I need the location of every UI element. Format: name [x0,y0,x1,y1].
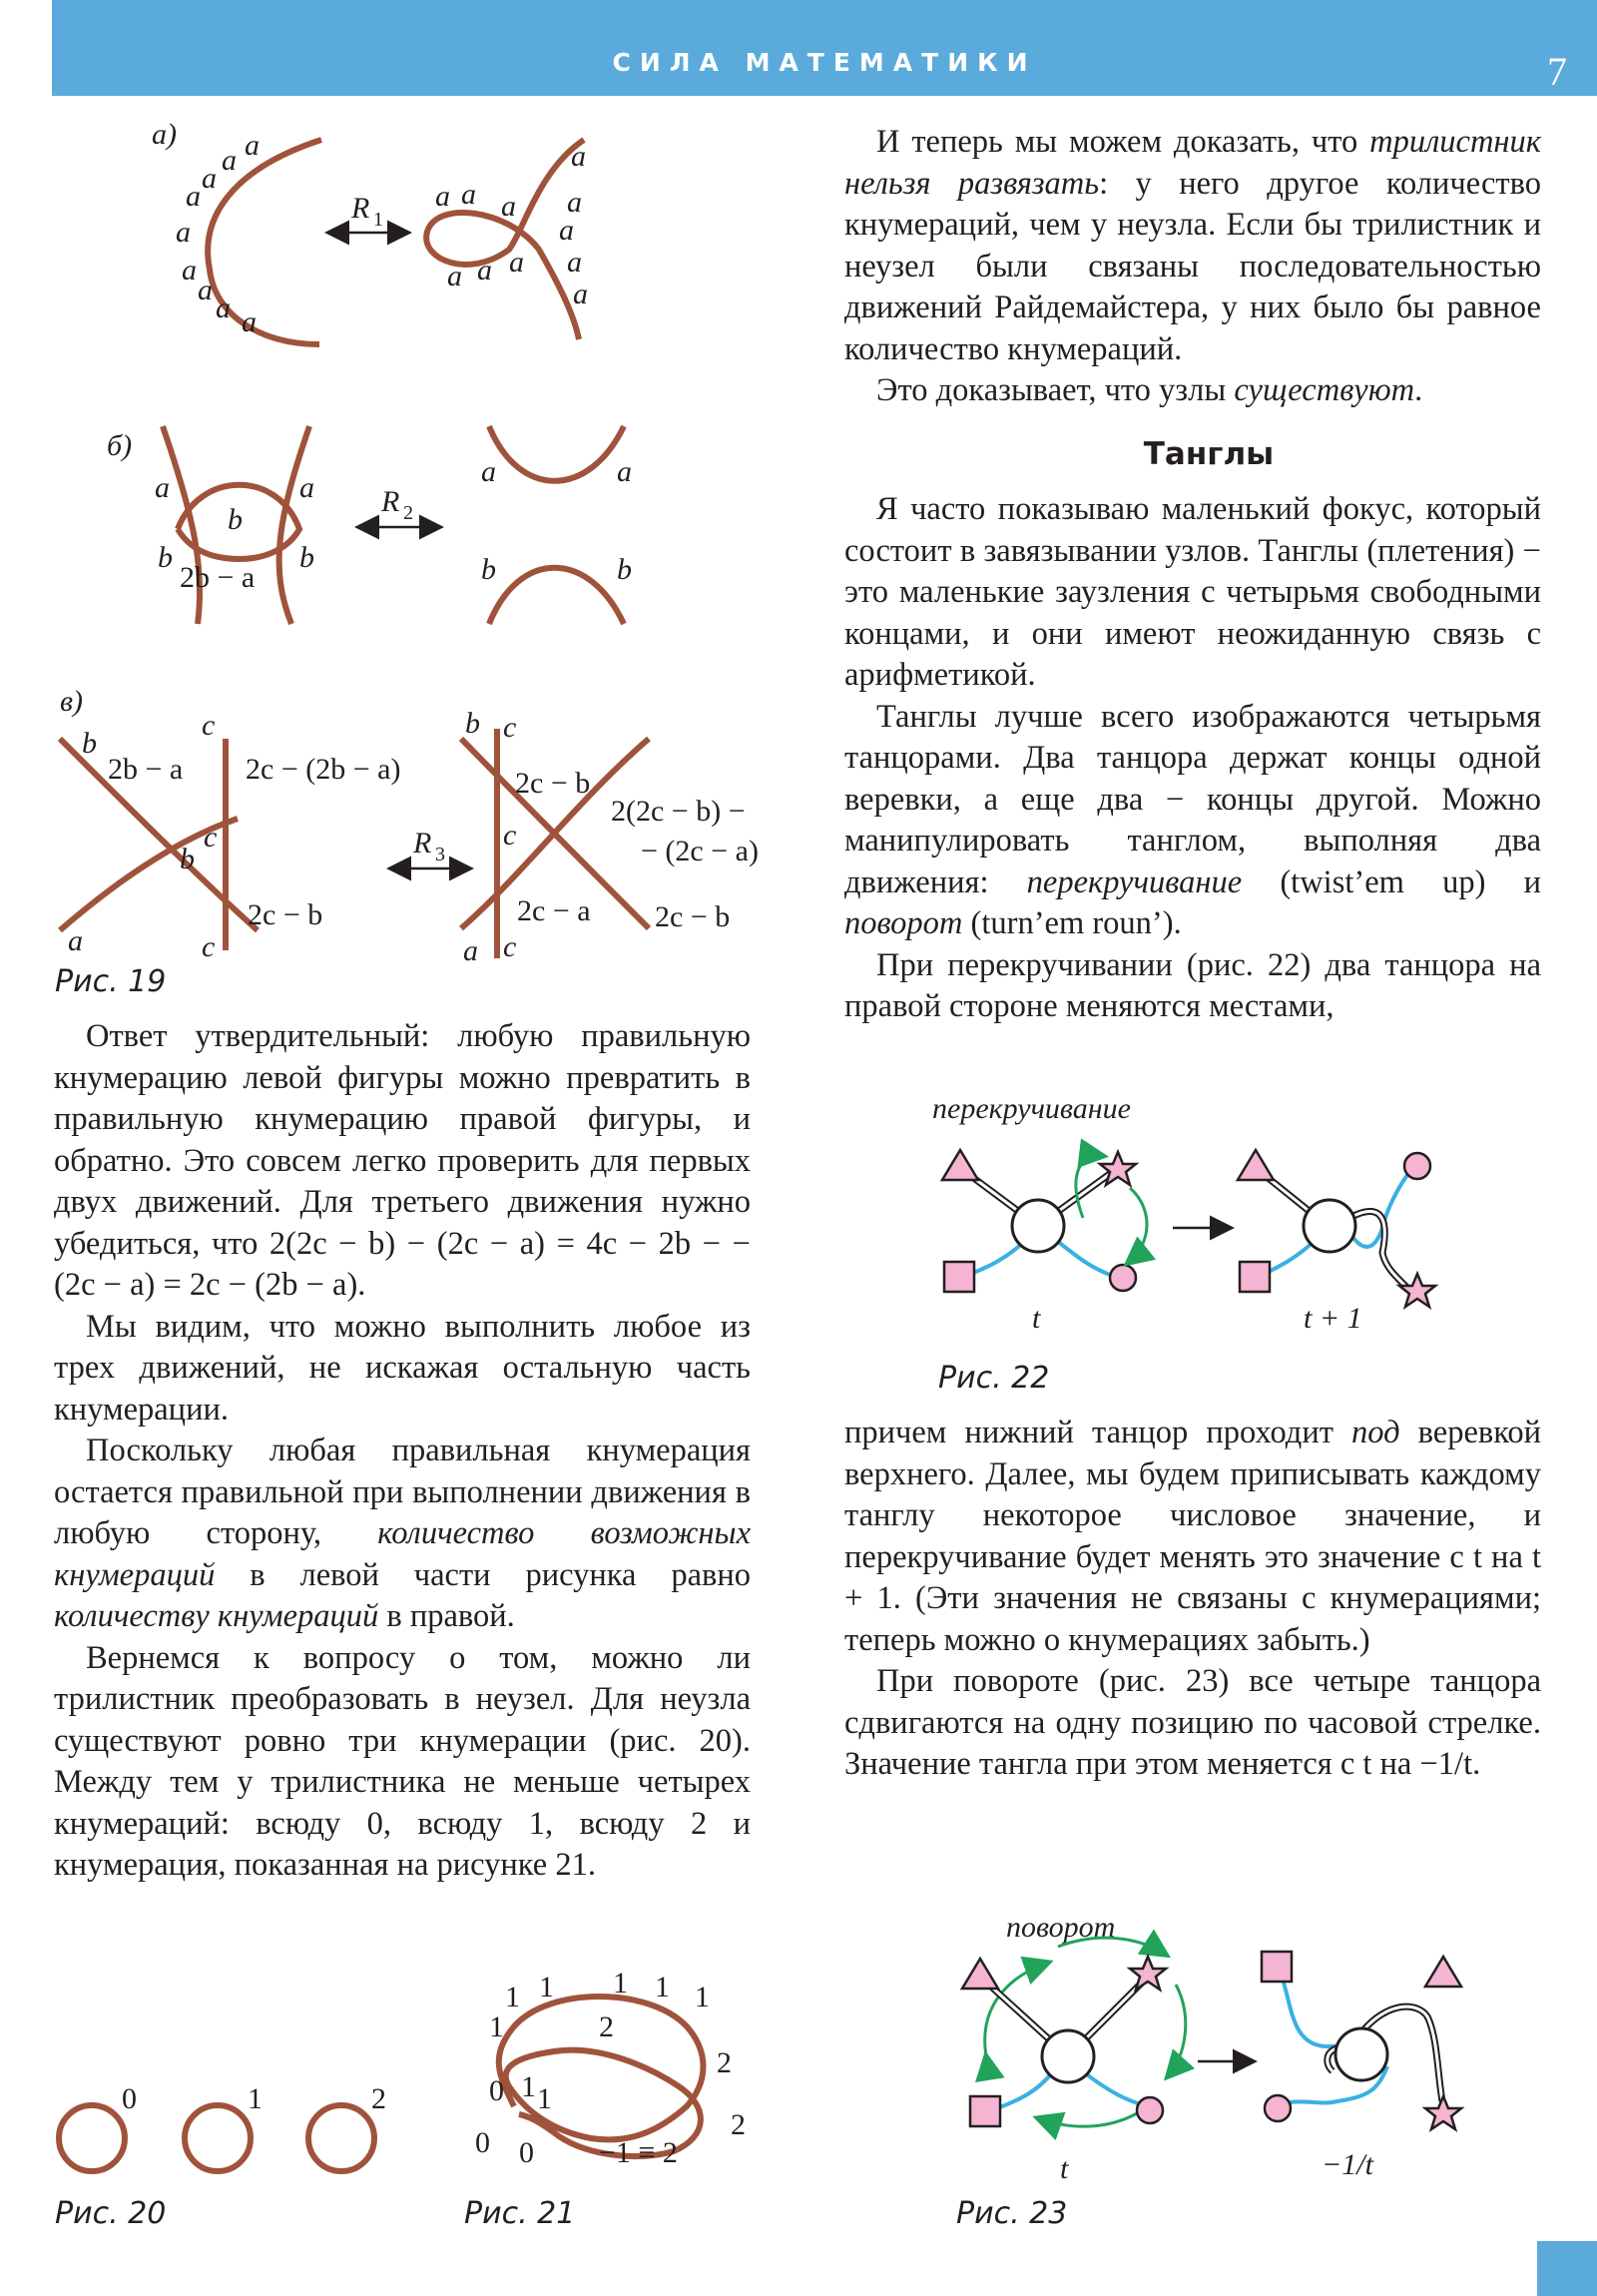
svg-text:c: c [503,819,517,852]
strand-b-right [279,426,309,624]
svg-text:0: 0 [489,2074,504,2107]
svg-text:b: b [465,707,480,740]
figure-19 [0,100,798,1018]
right-paragraph-4: Танглы лучше всего изображаются четырьмя танцорами. Два танцора держат концы одной веревки, а еще два − концы другой. Можно манипулировать танглом, выполняя два движения: перекручивание (twist’em up) и поворот (turn’em roun’). [844,698,1541,941]
svg-text:1: 1 [373,209,383,231]
svg-text:a: a [155,471,170,504]
svg-text:1: 1 [695,1981,710,2013]
svg-text:a: a [501,190,516,223]
svg-text:a: a [559,214,574,247]
svg-text:2: 2 [717,2046,732,2079]
fig23-caption: Рис. 23 [956,2196,1068,2231]
svg-text:t: t [1032,1302,1041,1335]
right-paragraph-2: Это доказывает, что узлы существуют. [876,372,1423,408]
svg-text:0: 0 [475,2126,490,2159]
right-paragraph-1: И теперь мы можем доказать, что трилистник нельзя развязать: у него другое количество кнумераций, чем у неузла. Если бы трилистник и неузел были связаны последовательностью движений Райдемайстера, у них было бы равное количество кнумераций. [844,124,1541,367]
svg-text:b: b [158,541,173,574]
svg-text:a: a [567,186,582,219]
svg-text:a: a [242,305,257,338]
strand-b-bottom [489,568,624,624]
svg-text:2: 2 [403,502,413,524]
svg-text:c: c [503,930,517,963]
r3-label: R [413,827,432,860]
fig22-caption: Рис. 22 [938,1361,1050,1396]
figure-21 [459,1957,759,2186]
rotate-label: поворот [1006,1911,1116,1944]
svg-text:−1 ≡ 2: −1 ≡ 2 [599,2136,678,2169]
svg-text:1: 1 [505,1981,520,2013]
right-column-bottom [844,1413,1541,1786]
svg-text:a: a [463,934,478,967]
expr-2b-minus-a: 2b − a [108,753,184,786]
twist-label: перекручивание [932,1092,1131,1125]
section-heading-tangles: Танглы [1143,435,1275,472]
svg-text:−1/t: −1/t [1322,2148,1373,2181]
svg-text:c: c [202,930,216,963]
right-paragraph-5: При перекручивании (рис. 22) два танцора на правой стороне меняются местами, [844,946,1541,1024]
svg-text:2: 2 [371,2082,386,2115]
figure-23 [948,1907,1487,2196]
svg-text:b: b [481,553,496,586]
labels-a-left [176,129,260,338]
figure-22 [918,1078,1477,1358]
svg-text:a: a [573,278,588,310]
fig19-caption: Рис. 19 [55,964,167,999]
r2-label: R [381,485,400,518]
unknot-2 [308,2105,374,2171]
left-paragraph-1: Ответ утвердительный: любую правильную кнумерацию левой фигуры можно превратить в правильную кнумерацию правой фигуры, и обратно. Это совсем легко проверить для первых двух движений. Для третьего движения нужно убедиться, что 2(2c − b) − (2c − a) = 4c − 2b − − (2c − a) = 2c − (2b − a). [54,1018,751,1303]
svg-text:1: 1 [539,1971,554,2004]
svg-text:a: a [68,924,83,957]
svg-text:a: a [477,254,492,287]
svg-text:0: 0 [122,2082,137,2115]
fig19-label-b: б) [107,429,133,462]
svg-text:b: b [299,541,314,574]
square-dancer [944,1262,974,1292]
running-title: СИЛА МАТЕМАТИКИ [612,48,1037,77]
svg-text:c: c [202,709,216,742]
svg-text:3: 3 [435,844,445,865]
svg-text:c: c [503,711,517,744]
figure-20 [50,2082,409,2196]
svg-text:a: a [617,455,632,488]
corner-tab [1537,2241,1597,2296]
svg-text:1: 1 [489,2010,504,2043]
expr-2c-2b-a: 2c − (2b − a) [246,753,401,786]
expr-2c-b-left: 2c − b [248,898,323,931]
page-number: 7 [1547,49,1567,94]
right-column-top [844,122,1541,1028]
left-column [54,1016,751,1887]
strand-b-top [489,426,624,481]
svg-text:a: a [481,455,496,488]
r1-label: R [351,192,370,225]
unknot-0 [59,2105,125,2171]
svg-text:b: b [82,727,97,760]
triangle-dancer [942,1150,978,1180]
svg-text:a: a [216,291,231,324]
expr-2c-a: 2c − a [517,894,591,927]
svg-text:a: a [245,129,260,162]
svg-text:a: a [435,180,450,213]
svg-text:a: a [182,254,197,287]
svg-text:1: 1 [655,1971,670,2004]
svg-text:1: 1 [521,2070,536,2103]
svg-text:t + 1: t + 1 [1304,1302,1362,1335]
svg-text:1: 1 [248,2082,263,2115]
svg-text:0: 0 [519,2136,534,2169]
circle-dancer [1110,1265,1136,1291]
svg-text:2: 2 [731,2108,746,2141]
svg-text:a: a [461,178,476,211]
svg-text:a: a [447,260,462,292]
svg-text:a: a [176,216,191,249]
unknot-1 [185,2105,251,2171]
svg-text:1: 1 [537,2082,552,2115]
expr-2b-a-b: 2b − a [180,561,256,594]
left-paragraph-3: Поскольку любая правильная кнумерация остается правильной при выполнении движения в любую сторону, количество возможных кнумераций в левой части рисунка равно количеству кнумераций в правой. [54,1433,751,1634]
svg-text:1: 1 [613,1967,628,2000]
expr-2c-b-far: 2c − b [655,900,731,933]
left-paragraph-4: Вернемся к вопросу о том, можно ли трилистник преобразовать в неузел. Для неузла существуют ровно три кнумерации (рис. 20). Между тем у трилистника не меньше четырех кнумераций: всюду 0, всюду 1, всюду 2 и кнумерация, показанная на рисунке 21. [54,1639,751,1883]
svg-text:a: a [299,471,314,504]
svg-text:t: t [1060,2152,1069,2185]
svg-text:b: b [180,843,195,875]
svg-text:a: a [571,140,586,173]
right-paragraph-6: причем нижний танцор проходит под веревкой верхнего. Далее, мы будем приписывать каждому танглу некоторое числовое значение, и перекручивание будет менять это значение с t на t + 1. (Эти значения не связаны с кнумерациями; теперь можно о кнумерациях забыть.) [844,1415,1542,1658]
svg-text:a: a [202,162,217,195]
right-paragraph-3: Я часто показываю маленький фокус, который состоит в завязывании узлов. Танглы (плетения) − это маленькие заузления с четырьмя свободными концами, и они имеют неожиданную связь с арифметикой. [844,491,1541,693]
expr-2c-b-line1: 2(2c − b) − [611,795,746,828]
svg-text:a: a [509,246,524,279]
fig21-caption: Рис. 21 [464,2196,576,2231]
right-paragraph-7: При повороте (рис. 23) все четыре танцора сдвигаются на одну позицию по часовой стрелке. Значение тангла при этом меняется с t на −1/t. [844,1663,1541,1782]
svg-text:a: a [186,180,201,213]
fig19-label-v: в) [60,685,84,718]
svg-text:a: a [198,274,213,306]
left-paragraph-2: Мы видим, что можно выполнить любое из трех движений, не искажая остальную часть кнумерации. [54,1308,751,1428]
svg-text:b: b [617,553,632,586]
svg-text:2: 2 [599,2010,614,2043]
expr-2c-a-line2: − (2c − a) [641,835,759,867]
svg-text:b: b [228,503,243,536]
fig19-label-a: а) [152,118,177,151]
svg-text:a: a [567,246,582,279]
svg-text:a: a [222,144,237,177]
fig20-caption: Рис. 20 [55,2196,167,2231]
page-header [52,0,1597,96]
svg-text:c: c [204,821,218,854]
expr-2c-b-right: 2c − b [515,767,591,800]
